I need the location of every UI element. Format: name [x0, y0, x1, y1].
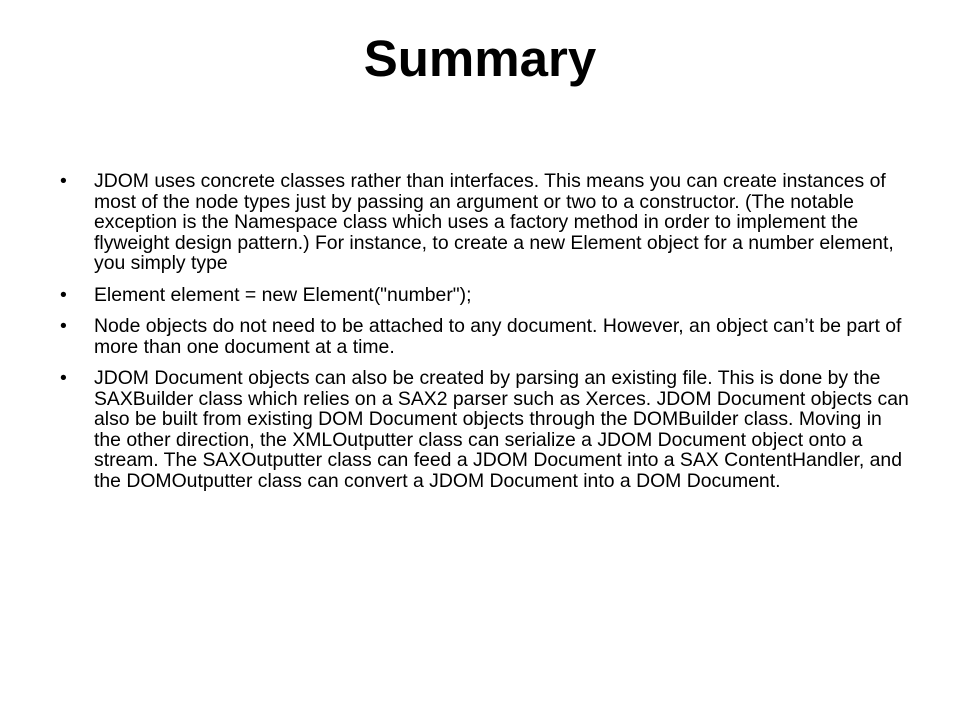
bullet-item-3 — [60, 316, 910, 357]
bullet-marker: • — [60, 283, 67, 306]
bullet-marker: • — [60, 367, 67, 389]
bullet-list — [60, 171, 910, 502]
bullet-item-2 — [60, 285, 910, 306]
bullet-text: Node objects do not need to be attached to any document. However, an object can’t be part of more than one document at a time. — [94, 315, 902, 358]
bullet-item-4 — [60, 368, 910, 491]
bullet-item-1 — [60, 171, 910, 274]
bullet-text: JDOM uses concrete classes rather than interfaces. This means you can create instances of most of the node types just by passing an argument or two to a constructor. (The notable exception is the Namespace class which uses a factory method in order to implement the flyweight design pattern.) For instance, to create a new Element object for a number element, you simply type — [94, 170, 894, 274]
bullet-marker: • — [60, 170, 67, 192]
bullet-text: Element element = new Element("number"); — [94, 283, 472, 306]
slide-title: Summary — [363, 30, 597, 87]
bullet-marker: • — [60, 315, 67, 337]
bullet-text: JDOM Document objects can also be created by parsing an existing file. This is done by the SAXBuilder class which relies on a SAX2 parser such as Xerces. JDOM Document objects can also be built from existing DOM Document objects through the DOMBuilder class. Moving in the other direction, the XMLOutputter class can serialize a JDOM Document object onto a stream. The SAXOutputter class can feed a JDOM Document into a SAX ContentHandler, and the DOMOutputter class can convert a JDOM Document into a DOM Document. — [94, 367, 909, 492]
